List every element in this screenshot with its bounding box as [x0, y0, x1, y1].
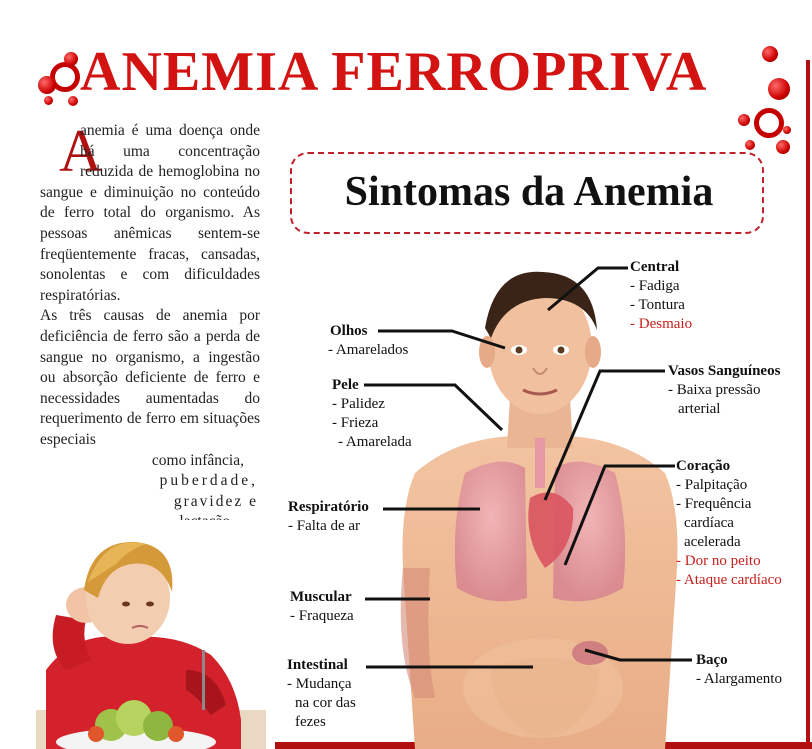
symptom-pele	[332, 376, 412, 452]
symptom-coracao-item: - Palpitação	[676, 477, 748, 493]
symptom-coracao	[676, 457, 782, 590]
symptom-respiratorio	[288, 498, 369, 536]
symptom-pele-item: - Palidez	[332, 396, 385, 412]
symptom-central-item: - Fadiga	[630, 278, 680, 294]
drop-cap: A	[59, 118, 103, 184]
symptom-central-item-red: - Desmaio	[630, 316, 693, 332]
symptom-coracao-item-red: - Dor no peito	[676, 553, 761, 569]
symptom-muscular-item: - Fraqueza	[290, 608, 354, 624]
symptom-vasos-label: Vasos Sanguíneos	[668, 363, 781, 379]
symptom-coracao-label: Coração	[676, 458, 731, 474]
symptom-vasos-item: arterial	[678, 401, 721, 417]
symptom-coracao-item: - Frequência	[676, 496, 752, 512]
symptom-intestinal-item: fezes	[295, 714, 326, 730]
symptom-coracao-item: acelerada	[684, 534, 741, 550]
intro-tail-1: como infância,	[151, 451, 244, 469]
symptom-muscular-label: Muscular	[290, 589, 352, 605]
symptom-coracao-item: cardíaca	[684, 515, 734, 531]
symptom-intestinal-label: Intestinal	[287, 657, 348, 673]
symptom-respiratorio-label: Respiratório	[288, 499, 369, 515]
intro-tail-2: puberdade,	[159, 472, 258, 490]
symptom-central-item: - Tontura	[630, 297, 685, 313]
symptom-central	[630, 258, 692, 334]
intro-paragraph-2: As três causas de anemia por deficiência de ferro são a perda de sangue no organismo, a ingestão ou absorção deficiente de ferro e necessidades aumentadas do requerimento de ferro em situações especiais	[40, 307, 260, 448]
symptom-intestinal	[287, 656, 356, 732]
symptom-respiratorio-item: - Falta de ar	[288, 518, 361, 534]
symptom-baco-label: Baço	[696, 652, 728, 668]
symptom-pele-item: - Amarelada	[338, 434, 412, 450]
symptom-baco	[696, 651, 782, 689]
symptom-pele-item: - Frieza	[332, 415, 379, 431]
symptom-vasos-item: - Baixa pressão	[668, 382, 761, 398]
symptom-coracao-item-red: - Ataque cardíaco	[676, 572, 782, 588]
subtitle: Sintomas da Anemia	[344, 169, 714, 215]
symptom-vasos	[668, 362, 780, 419]
intro-tail-3: gravidez e	[173, 492, 258, 510]
symptom-pele-label: Pele	[332, 377, 359, 393]
symptom-central-label: Central	[630, 259, 680, 275]
symptom-olhos-item: - Amarelados	[328, 342, 409, 358]
page-title: ANEMIA FERROPRIVA	[80, 41, 708, 103]
symptom-intestinal-item: - Mudança	[287, 676, 352, 692]
symptom-intestinal-item: na cor das	[295, 695, 356, 711]
symptom-olhos	[328, 322, 408, 360]
symptom-baco-item: - Alargamento	[696, 671, 782, 687]
symptom-muscular	[290, 588, 354, 626]
intro-paragraph-1: anemia é uma doença onde há uma concentração reduzida de hemoglobina no sangue e diminuição no conteúdo de ferro total do organismo. As pessoas anêmicas sentem-se freqüentemente fracas, cansadas, sonolentas e com dificuldades respiratórias.	[40, 122, 260, 304]
symptom-olhos-label: Olhos	[330, 323, 368, 339]
